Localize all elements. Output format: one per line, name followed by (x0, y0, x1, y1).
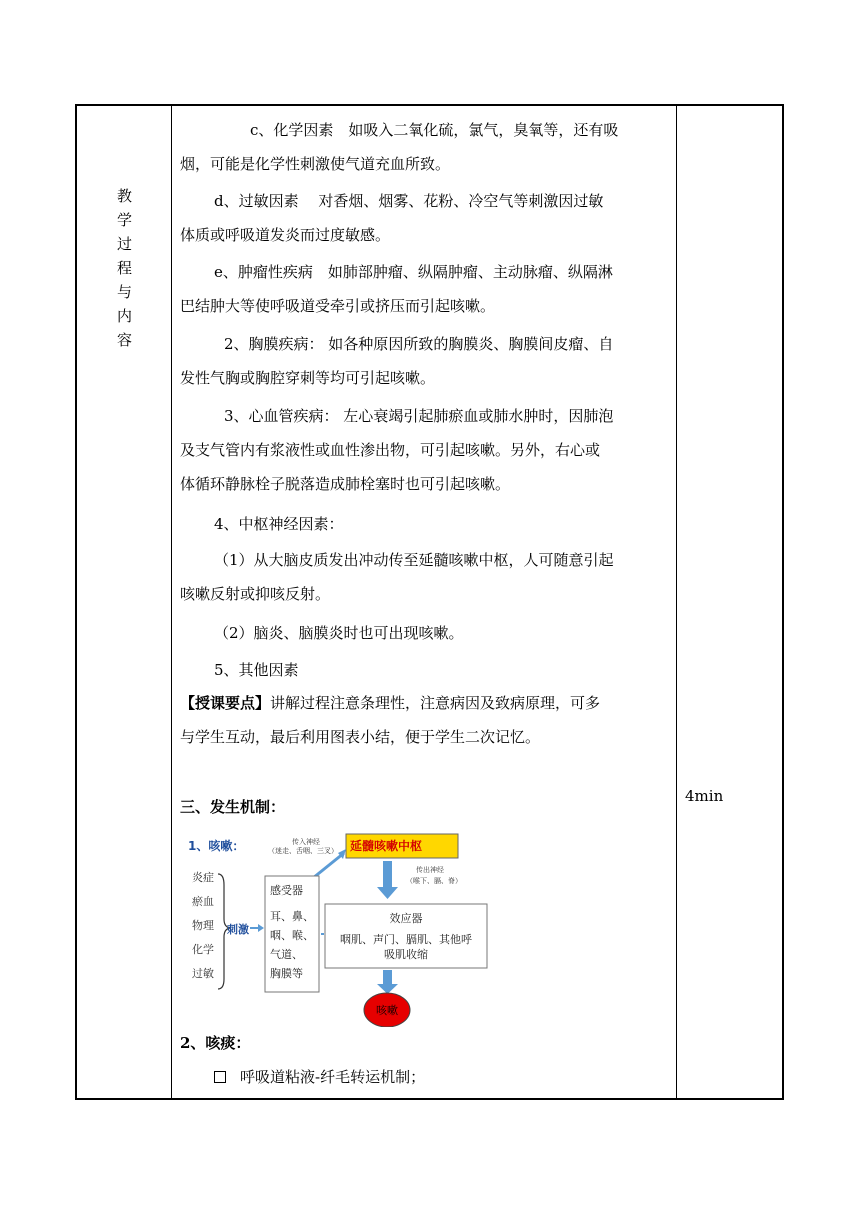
lesson-table (75, 104, 784, 1100)
bullet-item-text: 呼吸道粘液-纤毛转运机制； (240, 1068, 426, 1086)
receptor-line: 耳、鼻、 (270, 910, 314, 923)
paragraph-cns-2: （2）脑炎、脑膜炎时也可出现咳嗽。 (214, 624, 464, 642)
effector-line: 咽肌、声门、膈肌、其他呼 (340, 933, 472, 946)
receptor-title: 感受器 (270, 884, 303, 897)
efferent-sub-label: （喉下、膈、脊） (406, 877, 462, 885)
center-label: 延髓咳嗽中枢 (350, 839, 423, 853)
effector-line: 吸肌收缩 (384, 948, 428, 961)
paragraph-tumor-cont: 巴结肿大等使呼吸道受牵引或挤压而引起咳嗽。 (180, 297, 496, 315)
paragraph-allergy: d、过敏因素 对香烟、烟雾、花粉、冷空气等刺激因过敏 (214, 192, 604, 210)
paragraph-cardio-cont2: 体循环静脉栓子脱落造成肺栓塞时也可引起咳嗽。 (180, 475, 511, 493)
key-points-text: 讲解过程注意条理性，注意病因及致病原理，可多 (270, 694, 601, 712)
receptor-list (270, 907, 314, 983)
cough-mechanism-diagram (180, 831, 490, 1027)
afferent-sub-label: （迷走、舌咽、三叉） (268, 847, 338, 855)
stimulus-label: 刺激 (227, 923, 249, 936)
key-points (180, 686, 670, 720)
cause-item: 物理 (192, 919, 214, 932)
stimulus-arrowhead (258, 924, 264, 932)
paragraph-other: 5、其他因素 (214, 661, 299, 679)
left-header-char: 学 (116, 211, 132, 229)
key-points-label: 【授课要点】 (180, 694, 271, 712)
left-header-column (77, 106, 172, 1098)
cause-item: 瘀血 (192, 895, 214, 908)
cause-list (192, 866, 214, 986)
paragraph-cns-1: （1）从大脑皮质发出冲动传至延髓咳嗽中枢，人可随意引起 (214, 551, 614, 569)
paragraph-cardio: 3、心血管疾病： 左心衰竭引起肺瘀血或肺水肿时，因肺泡 (224, 407, 614, 425)
paragraph-cns: 4、中枢神经因素： (214, 515, 344, 533)
left-header-char: 与 (116, 283, 132, 301)
checkbox-icon (214, 1071, 226, 1083)
afferent-label: 传入神经 (292, 838, 320, 846)
paragraph-cardio-cont1: 及支气管内有浆液性或血性渗出物，可引起咳嗽。另外，右心或 (180, 441, 601, 459)
left-header-char: 内 (116, 307, 132, 325)
result-arrowhead (377, 984, 398, 994)
paragraph-chemical-cont: 烟，可能是化学性刺激使气道充血所致。 (180, 155, 451, 173)
left-header-char: 教 (116, 187, 132, 205)
paragraph-cns-1-cont: 咳嗽反射或抑咳反射。 (180, 585, 331, 603)
time-label: 4min (685, 787, 724, 805)
efferent-arrow-shaft (383, 861, 392, 889)
result-arrow-shaft (383, 970, 392, 986)
left-header-char: 过 (116, 235, 132, 253)
left-header-title (77, 184, 172, 352)
cough-sputum-heading: 2、咳痰： (180, 1034, 251, 1052)
effector-text (325, 932, 487, 962)
receptor-line: 气道、 (270, 948, 303, 961)
left-header-char: 容 (116, 331, 132, 349)
paragraph-chemical: c、化学因素 如吸入二氧化硫，氯气，臭氧等，还有吸 (250, 121, 619, 139)
effector-title: 效应器 (389, 912, 423, 925)
paragraph-tumor: e、肿瘤性疾病 如肺部肿瘤、纵隔肿瘤、主动脉瘤、纵隔淋 (214, 263, 613, 281)
diagram-heading: 1、咳嗽： (188, 839, 245, 853)
bullet-item (180, 1060, 670, 1094)
left-header-char: 程 (116, 259, 132, 277)
cause-item: 化学 (192, 943, 214, 956)
cause-item: 过敏 (192, 967, 214, 980)
receptor-line: 咽、喉、 (270, 929, 314, 942)
result-label: 咳嗽 (376, 1004, 398, 1017)
efferent-arrowhead (377, 887, 398, 899)
paragraph-allergy-cont: 体质或呼吸道发炎而过度敏感。 (180, 226, 391, 244)
receptor-line: 胸膜等 (270, 967, 303, 980)
key-points-cont: 与学生互动，最后利用图表小结，便于学生二次记忆。 (180, 728, 541, 746)
section-mechanism-heading: 三、发生机制： (180, 798, 286, 816)
cause-item: 炎症 (192, 871, 214, 884)
paragraph-pleura-cont: 发性气胸或胸腔穿刺等均可引起咳嗽。 (180, 369, 436, 387)
paragraph-pleura: 2、胸膜疾病： 如各种原因所致的胸膜炎、胸膜间皮瘤、自 (224, 335, 614, 353)
efferent-label: 传出神经 (416, 866, 444, 874)
column-divider-right (676, 106, 677, 1098)
afferent-arrow (313, 853, 344, 878)
